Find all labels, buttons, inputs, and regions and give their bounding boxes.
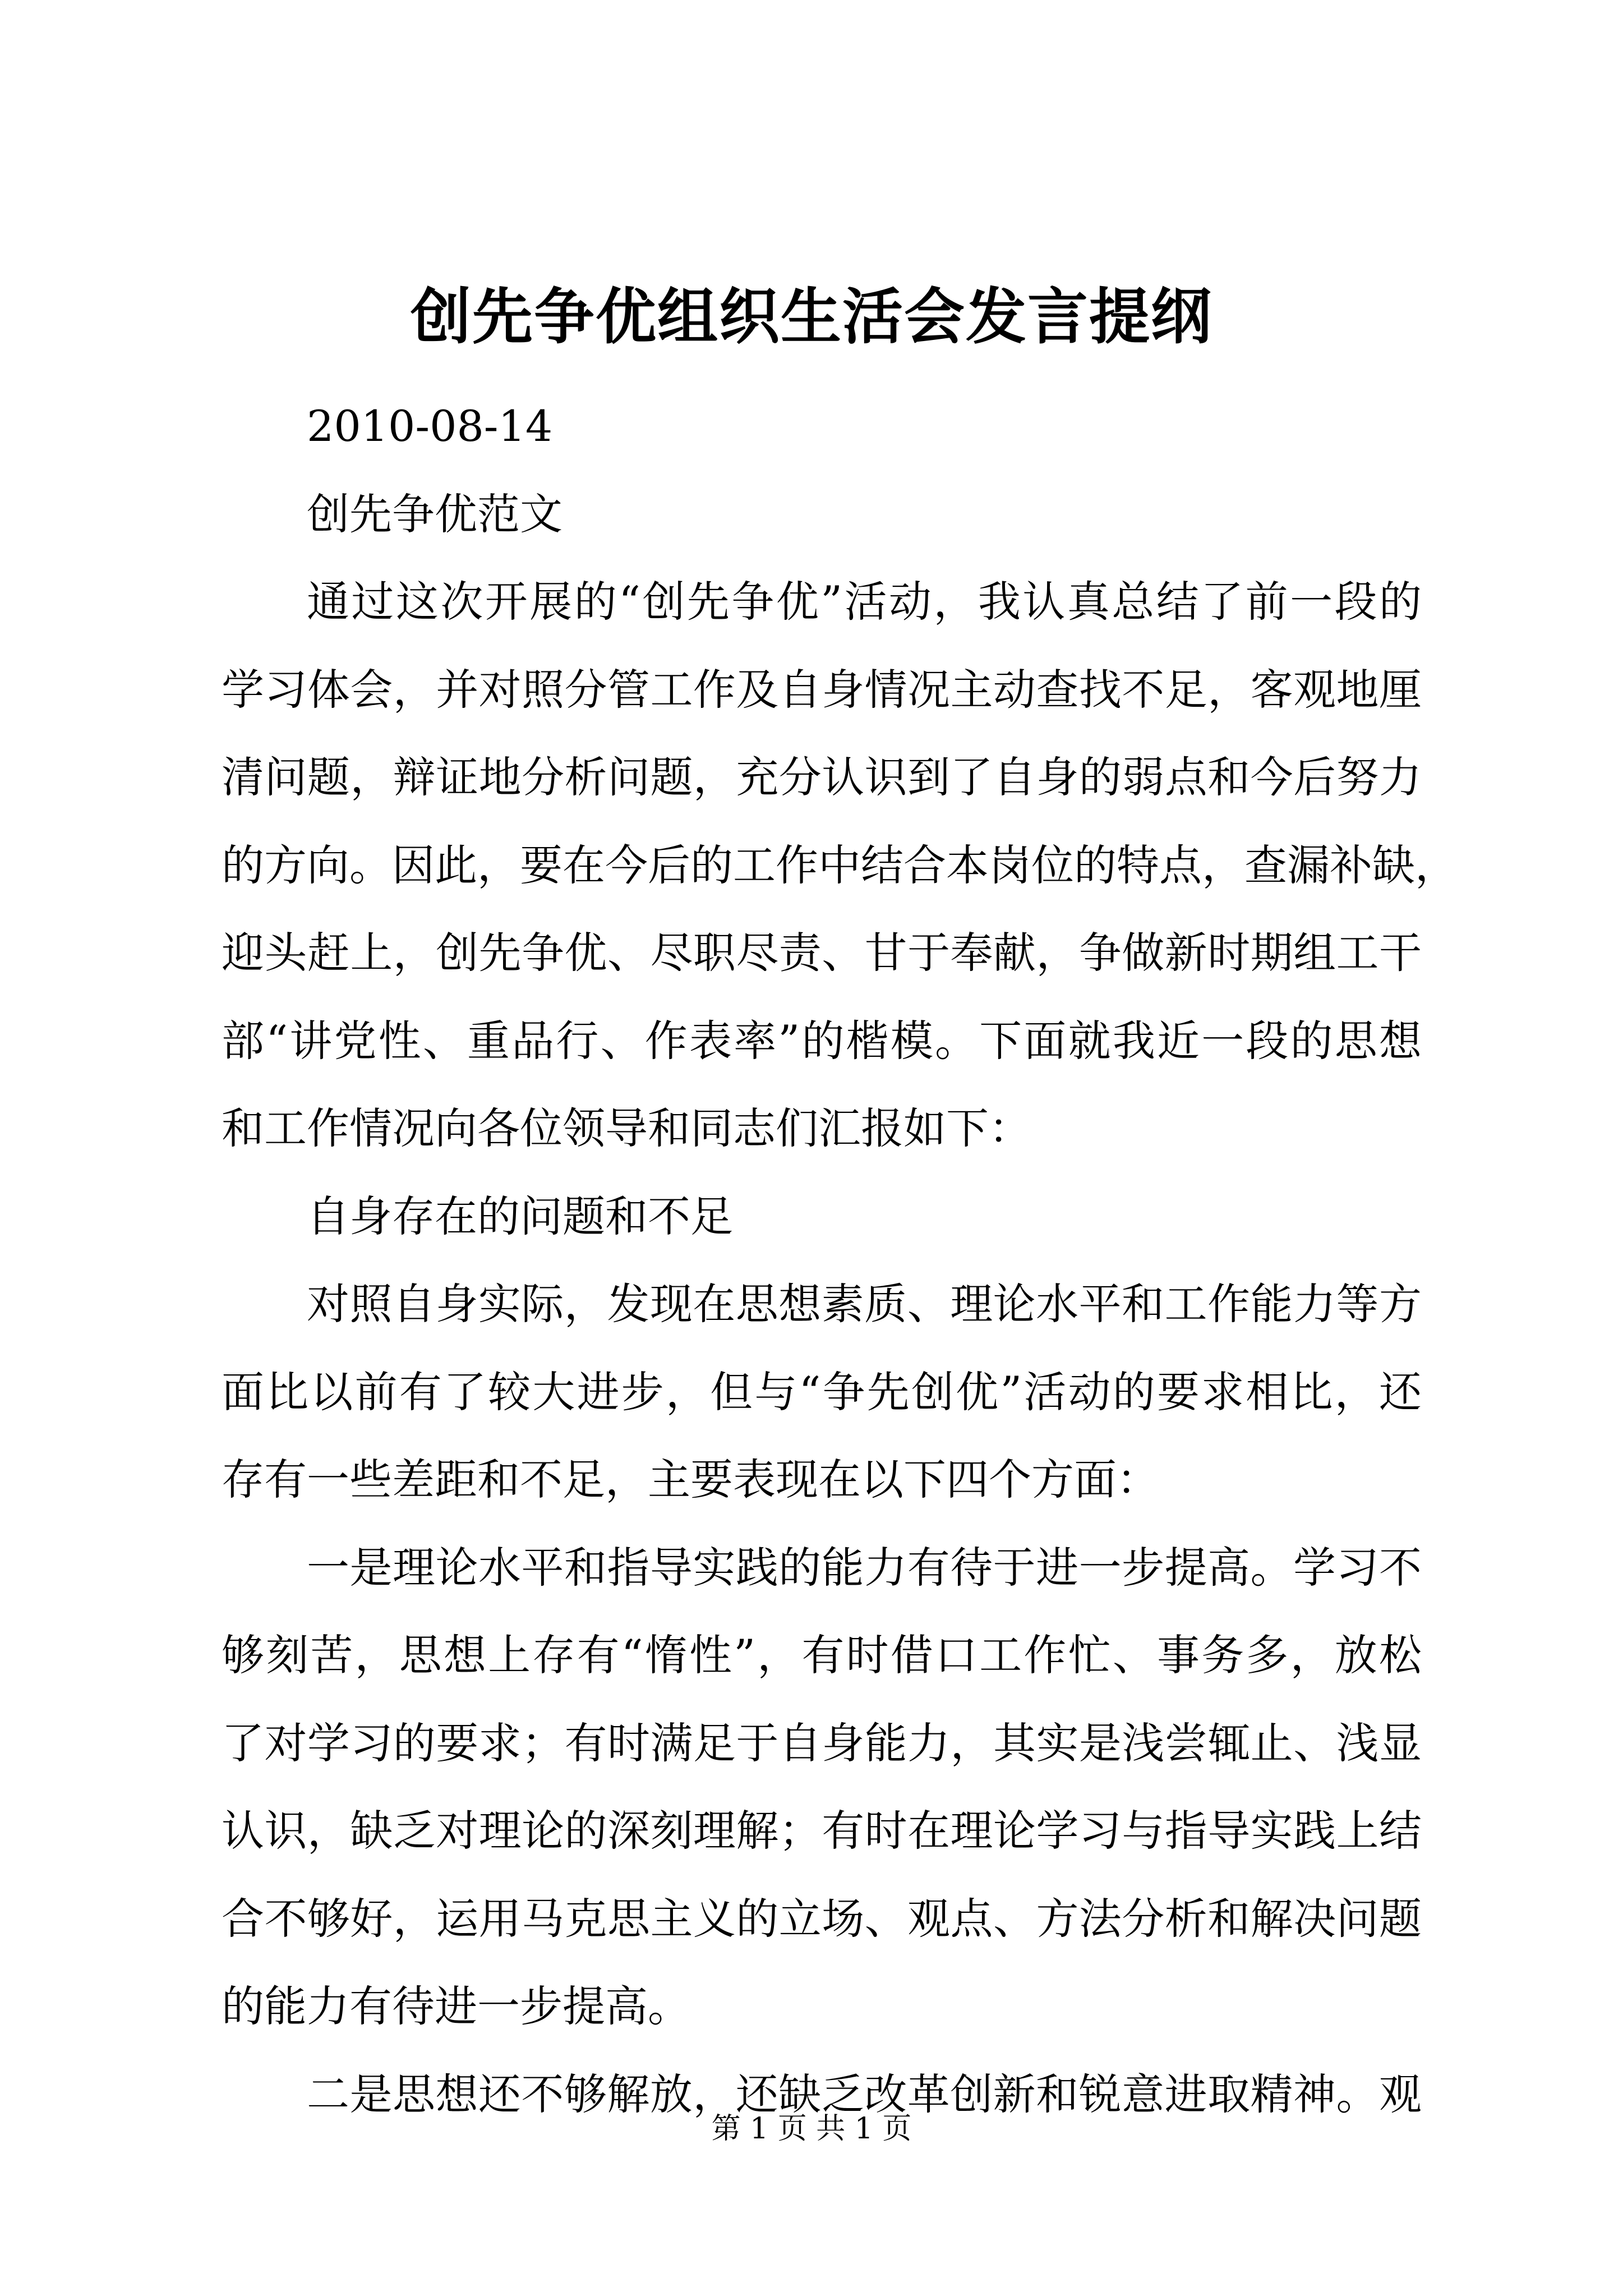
document-body — [222, 383, 1458, 2138]
text-line: 通过这次开展的“创先争优”活动，我认真总结了前一段的 — [307, 577, 1422, 627]
text-line: 认识，缺乏对理论的深刻理解；有时在理论学习与指导实践上结 — [222, 1806, 1422, 1856]
document-category: 创先争优范文 — [307, 489, 562, 539]
category-line — [222, 471, 1422, 559]
text-line: 二是思想还不够解放，还缺乏改革创新和锐意进取精神。观 — [307, 2069, 1422, 2119]
paragraph-lines — [222, 558, 1458, 2138]
text-line: 的能力有待进一步提高。 — [222, 1981, 690, 2031]
text-line: 部“讲党性、重品行、作表率”的楷模。下面就我近一段的思想 — [222, 1015, 1422, 1066]
text-line: 合不够好，运用马克思主义的立场、观点、方法分析和解决问题 — [222, 1893, 1422, 1944]
text-line: 面比以前有了较大进步，但与“争先创优”活动的要求相比，还 — [222, 1366, 1422, 1417]
text-line: 存有一些差距和不足，主要表现在以下四个方面： — [222, 1455, 1159, 1504]
text-line: 对照自身实际，发现在思想素质、理论水平和工作能力等方 — [307, 1279, 1422, 1329]
document-date: 2010-08-14 — [307, 401, 553, 451]
text-line: 了对学习的要求；有时满足于自身能力，其实是浅尝辄止、浅显 — [222, 1718, 1422, 1768]
text-line: 和工作情况向各位领导和同志们汇报如下： — [222, 1103, 1031, 1153]
document-title: 创先争优组织生活会发言提纲 — [410, 282, 1212, 352]
page-footer: 第 1 页 共 1 页 — [711, 2112, 912, 2146]
date-line — [222, 383, 1422, 471]
text-line: 自身存在的问题和不足 — [307, 1191, 733, 1241]
text-line: 清问题，辩证地分析问题，充分认识到了自身的弱点和今后努力 — [222, 752, 1422, 802]
text-line: 的方向。因此，要在今后的工作中结合本岗位的特点，查漏补缺， — [222, 840, 1458, 890]
text-line: 一是理论水平和指导实践的能力有待于进一步提高。学习不 — [307, 1542, 1422, 1593]
text-line: 学习体会，并对照分管工作及自身情况主动查找不足，客观地厘 — [222, 664, 1422, 715]
text-line: 够刻苦，思想上存有“惰性”，有时借口工作忙、事务多，放松 — [222, 1630, 1422, 1680]
text-line: 迎头赶上，创先争优、尽职尽责、甘于奉献，争做新时期组工干 — [222, 928, 1422, 978]
